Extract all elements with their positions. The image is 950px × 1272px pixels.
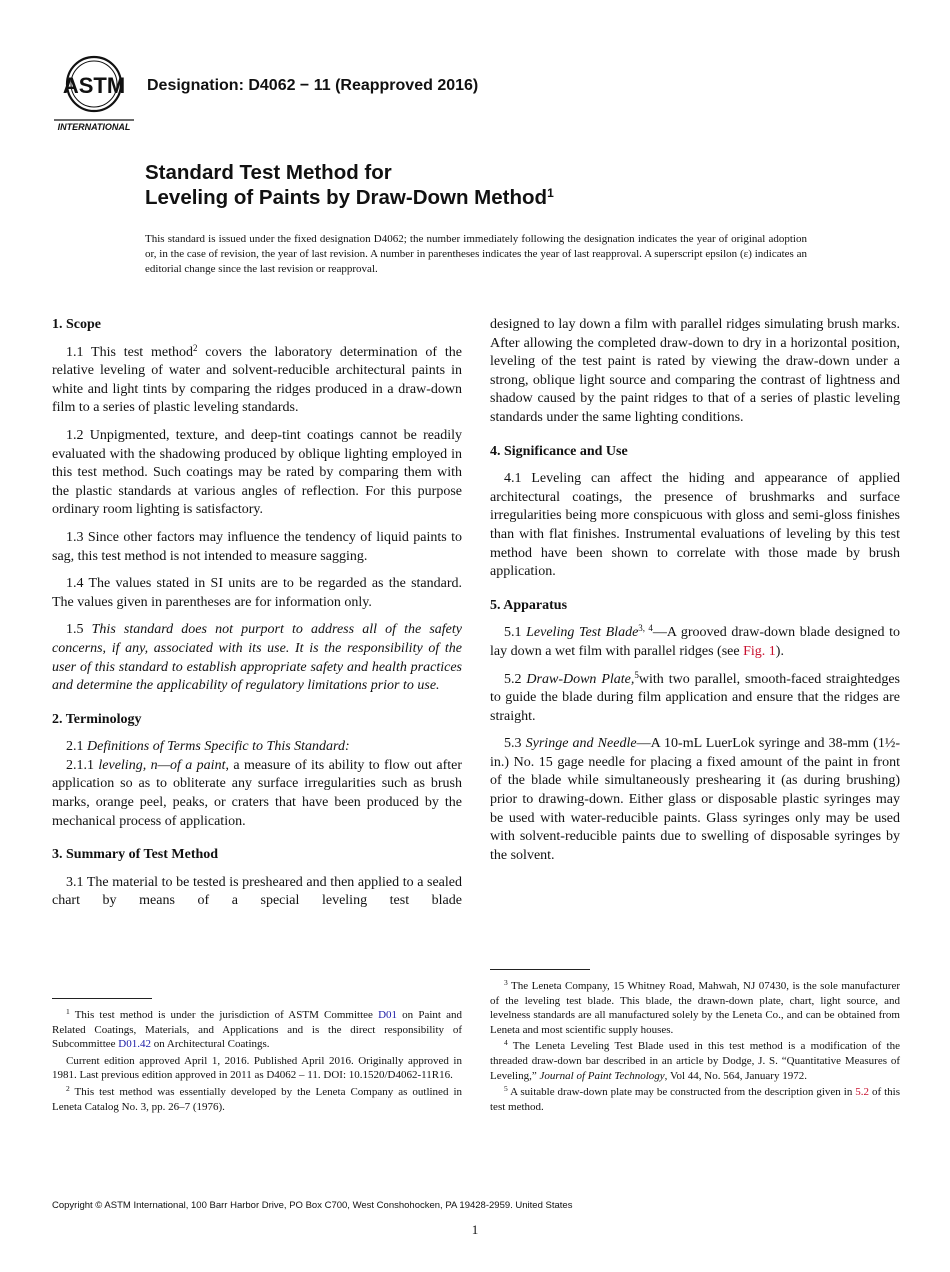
page-number: 1 xyxy=(471,1222,479,1237)
footnotes-right xyxy=(490,979,900,1116)
paragraph-3-1-continued: designed to lay down a film with parallel ridges simulating brush marks. After allowing the completed draw-down to dry in a horizontal position, leveling of the test paint is rated by viewing the draw-down under a strong, oblique light source and comparing the contrast of lightness and shadow caused by the paint ridges to that of a series of plastic leveling standards under the same lighting conditions. xyxy=(490,317,900,425)
section-5-2-link[interactable]: 5.2 xyxy=(855,1086,870,1099)
section-summary-continued xyxy=(490,316,900,428)
logo-subtext: INTERNATIONAL xyxy=(57,122,131,132)
section-heading: 3. Summary of Test Method xyxy=(52,847,219,863)
paragraph-2-1-1: 2.1.1 leveling, n—of a paint, a measure of its ability to flow out after application so as to obliterate any surface irregularities such as brush marks, orange peel, peaks, or craters that have been produced by the mechanical process of application. xyxy=(52,757,462,829)
footnote-1: $^1$ This test method is under the jurisdiction of ASTM Committee D01 on Paint and Related Coatings, Materials, and Applications and is the direct responsibility of Subcommittee D01.42 on Architectural Coatings. xyxy=(52,1007,462,1051)
section-heading: 5. Apparatus xyxy=(490,597,568,613)
astm-logo xyxy=(52,54,136,132)
paragraph-5-1: 5.1 Leveling Test Blade$^{3, 4}$—A grooved draw-down blade designed to lay down a wet film with parallel ridges (see Fig. 1). xyxy=(490,623,900,659)
section-heading: 1. Scope xyxy=(52,317,101,332)
title-footnote-ref: 1 xyxy=(547,186,554,200)
footnote-1-edition: Current edition approved April 1, 2016. Published April 2016. Originally approved in 1981. Last previous edition approved in 2011 as D4062 – 11. DOI: 10.1520/D4062-11R16. xyxy=(52,1054,462,1082)
title-line-1: Standard Test Method for xyxy=(145,161,392,184)
section-heading: 2. Terminology xyxy=(52,711,142,727)
issuance-note: This standard is issued under the fixed designation D4062; the number immediately following the designation indicates the year of original adoption or, in the case of revision, the year of last revision. A number in parentheses indicates the year of last reapproval. A superscript epsilon (ε) indicates an editorial change since the last revision or reapproval. xyxy=(145,233,807,275)
paragraph-4-1: 4.1 Leveling can affect the hiding and appearance of applied architectural coatings, the presence of brushmarks and surface irregularities being more conspicuous with gloss and semi-gloss finishes than with flat finishes. Instrumental evaluations of leveling by this test method have been shown to correlate with those made by brush application. xyxy=(490,471,900,580)
figure-1-link[interactable]: Fig. 1 xyxy=(743,643,776,659)
section-summary xyxy=(52,846,462,911)
document-title xyxy=(145,160,554,210)
paragraph-1-5: 1.5 This standard does not purport to address all of the safety concerns, if any, associated with its use. It is the responsibility of the user of this standard to establish appropriate safety and health practices and determine the applicability of regulatory limitations prior to use. xyxy=(52,622,463,694)
paragraph-1-4: 1.4 The values stated in SI units are to be regarded as the standard. The values given in parentheses are for information only. xyxy=(52,576,462,610)
paragraph-1-3: 1.3 Since other factors may influence the tendency of liquid paints to sag, this test method is not intended to measure sagging. xyxy=(52,529,462,564)
section-significance xyxy=(490,443,900,582)
paragraph-3-1: 3.1 The material to be tested is presheared and then applied to a sealed chart by means of a special leveling test blade xyxy=(52,874,462,909)
logo-text: ASTM xyxy=(62,73,126,98)
footnote-divider xyxy=(490,969,590,970)
paragraph-2-1: 2.1 Definitions of Terms Specific to This Standard: xyxy=(66,739,350,755)
section-scope xyxy=(52,316,462,696)
designation: Designation: D4062 − 11 (Reapproved 2016) xyxy=(147,77,479,94)
section-terminology xyxy=(52,711,462,832)
left-column xyxy=(52,316,462,911)
subcommittee-d01-42-link[interactable]: D01.42 xyxy=(118,1038,151,1051)
footnote-2: $^2$ This test method was essentially developed by the Leneta Company as outlined in Leneta Catalog No. 3, pp. 26–7 (1976). xyxy=(52,1083,462,1113)
footnote-divider xyxy=(52,998,152,999)
copyright: Copyright © ASTM International, 100 Barr Harbor Drive, PO Box C700, West Conshohocken, PA 19428-2959. United States xyxy=(52,1200,573,1211)
committee-d01-link[interactable]: D01 xyxy=(378,1009,398,1021)
section-apparatus xyxy=(490,597,900,866)
footnotes-left xyxy=(52,1008,462,1116)
paragraph-1-1: 1.1 This test method$^2$ covers the laboratory determination of the relative leveling of water and solvent-reducible architectural paints in white and light tints by comparing the ridges produced in a draw-down film to a series of plastic leveling standards. xyxy=(52,342,462,416)
right-column xyxy=(490,316,900,865)
paragraph-5-2: 5.2 Draw-Down Plate,$^5$with two parallel, smooth-faced straightedges to guide the blade during film application and ensure that the ridges are straight. xyxy=(490,669,900,724)
footnote-4: $^4$ The Leneta Leveling Test Blade used in this test method is a modification of the threaded draw-down bar described in an article by Dodge, J. S. “Quantitative Measures of Leveling,” Journal of Paint Technology, Vol 44, No. 564, January 1972. xyxy=(490,1038,900,1082)
title-line-2: Leveling of Paints by Draw-Down Method$^1$ xyxy=(145,186,554,209)
footnote-5: $^5$ A suitable draw-down plate may be constructed from the description given in 5.2 of this test method. xyxy=(490,1084,900,1113)
section-heading: 4. Significance and Use xyxy=(490,443,628,459)
paragraph-5-3: 5.3 Syringe and Needle—A 10-mL LuerLok syringe and 38-mm (1½-in.) No. 15 gage needle for placing a fixed amount of the paint in front of the blade while simultaneously preshearing it (as during brushing) prior to drawing-down. Either glass or disposable plastic syringes may be used with water-reducible paints. Glass syringes only may be used with solvent-reducible paints due to swelling of disposable syringes by the solvent. xyxy=(490,736,900,863)
paragraph-1-2: 1.2 Unpigmented, texture, and deep-tint coatings cannot be readily evaluated with the shadowing produced by oblique lighting employed in this test method. Such coatings may be rated by comparing them with the plastic standards at various angles of reflection. For this purpose ordinary room lighting is satisfactory. xyxy=(52,427,462,518)
footnote-3: $^3$ The Leneta Company, 15 Whitney Road, Mahwah, NJ 07430, is the sole manufacturer of the leveling test blade. This blade, the drawn-down plate, chart, light source, and levelness standards are all manufactured solely by the Leneta Co., and can be obtained from Leneta and most scientific supply houses. xyxy=(490,978,900,1036)
